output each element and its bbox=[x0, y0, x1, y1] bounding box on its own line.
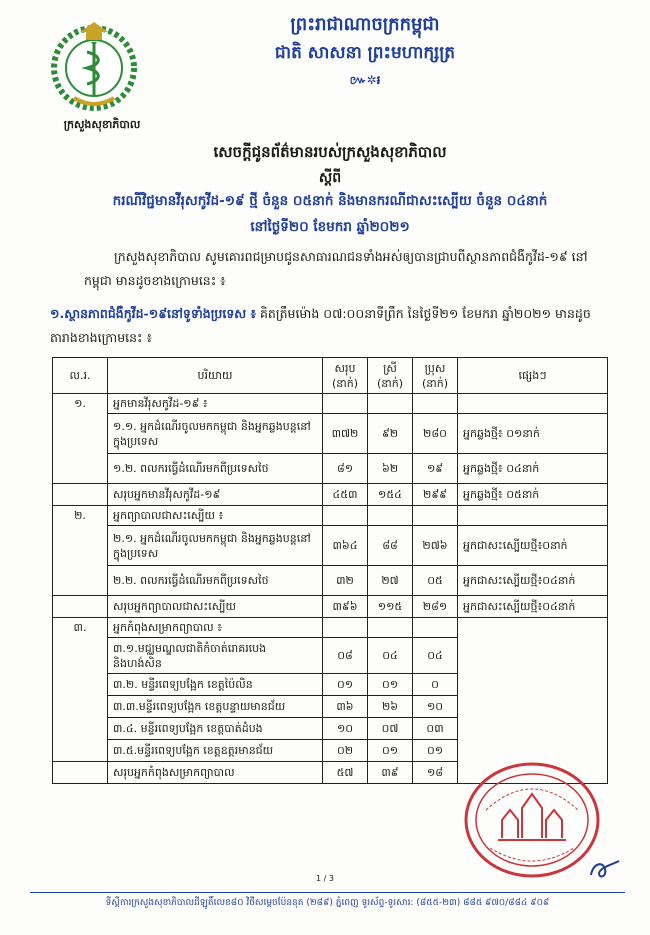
row-female: ០៤ bbox=[368, 638, 413, 674]
covid-statistics-table bbox=[52, 357, 608, 784]
row-description: ៣.២. មន្ទីរពេទ្យបង្អែក ខេត្តប៉ៃលិន bbox=[108, 674, 323, 696]
group3-number: ៣. bbox=[53, 618, 108, 762]
sum-description: សរុបអ្នកកំពុងសម្រាកព្យាបាល bbox=[108, 762, 323, 784]
row-description: ៣.៥.មន្ទីរពេទ្យបង្អែក ខេត្តឧត្តរមានជ័យ bbox=[108, 740, 323, 762]
header-description: បរិយាយ bbox=[108, 358, 323, 394]
row-note: អ្នកឆ្លងថ្មី៖ ០១នាក់ bbox=[458, 414, 608, 454]
row-description: ១.១. អ្នកដំណើរចូលមកកម្ពុជា និងអ្នកឆ្លងបន្តនៅក្នុងប្រទេស bbox=[108, 414, 323, 454]
row-note: អ្នកជាសះស្បើយថ្មី៖០៤នាក់ bbox=[458, 566, 608, 596]
header-female: ស្រី (នាក់) bbox=[368, 358, 413, 394]
row-female: ០១ bbox=[368, 740, 413, 762]
section1-paragraph bbox=[50, 302, 610, 350]
header-no: ល.រ. bbox=[53, 358, 108, 394]
row-male: ១៩ bbox=[413, 454, 458, 484]
row-note: អ្នកជាសះស្បើយថ្មី៖០នាក់ bbox=[458, 526, 608, 566]
row-total: ០២ bbox=[323, 740, 368, 762]
sum-male: ២៩៩ bbox=[413, 484, 458, 506]
row-note: អ្នកឆ្លងថ្មី៖ ០៤នាក់ bbox=[458, 454, 608, 484]
kingdom-title: ព្រះរាជាណាចក្រកម្ពុជា bbox=[290, 14, 440, 35]
row-male: ១០ bbox=[413, 696, 458, 718]
row-total: ៣៦ bbox=[323, 696, 368, 718]
row-total: ០១ bbox=[323, 674, 368, 696]
sum-description: សរុបអ្នកព្យាបាលជាសះស្បើយ bbox=[108, 596, 323, 618]
row-male: ០៣ bbox=[413, 718, 458, 740]
sum-male: ២៨១ bbox=[413, 596, 458, 618]
row-description: ៣.៣.មន្ទីរពេទ្យបង្អែក ខេត្តបន្ទាយមានជ័យ bbox=[108, 696, 323, 718]
document-title: សេចក្តីជូនព័ត៌មានរបស់ក្រសួងសុខាភិបាល bbox=[213, 143, 447, 161]
table-row bbox=[53, 596, 608, 618]
header-total: សរុប (នាក់) bbox=[323, 358, 368, 394]
row-total: ៣៦៤ bbox=[323, 526, 368, 566]
ministry-name: ក្រសួងសុខាភិបាល bbox=[63, 118, 141, 131]
table-row bbox=[53, 394, 608, 414]
section1-heading: ១.ស្ថានភាពជំងឺកូវីដ-១៩នៅទូទាំងប្រទេស ៖ bbox=[50, 306, 256, 321]
ministry-logo-icon bbox=[44, 18, 144, 113]
row-description: ៣.៤. មន្ទីរពេទ្យបង្អែក ខេត្តបាត់ដំបង bbox=[108, 718, 323, 740]
row-female: ២៧ bbox=[368, 566, 413, 596]
document-headline: ករណីវិជ្ជមានវីរុសកូវីដ-១៩ ថ្មី ចំនួន ០៥នាក់ និងមានករណីជាសះស្បើយ ចំនួន ០៤នាក់ bbox=[112, 193, 548, 209]
page-number: 1 / 3 bbox=[316, 874, 334, 883]
sum-description: សរុបអ្នកមានវីរុសកូវីដ-១៩ bbox=[108, 484, 323, 506]
official-seal-stamp-icon bbox=[462, 760, 602, 880]
sum-female: ១១៥ bbox=[368, 596, 413, 618]
table-row bbox=[53, 414, 608, 454]
national-motto: ជាតិ សាសនា ព្រះមហាក្សត្រ bbox=[274, 43, 456, 63]
sum-female: ១៥៤ bbox=[368, 484, 413, 506]
row-total: ៨១ bbox=[323, 454, 368, 484]
table-row bbox=[53, 506, 608, 526]
footer-divider bbox=[30, 892, 625, 893]
table-row bbox=[53, 618, 608, 638]
table-row bbox=[53, 566, 608, 596]
table-header-row bbox=[53, 358, 608, 394]
row-male: ០៤ bbox=[413, 638, 458, 674]
row-male: ០ bbox=[413, 674, 458, 696]
row-female: ០៧ bbox=[368, 718, 413, 740]
row-female: ២៦ bbox=[368, 696, 413, 718]
group2-number: ២. bbox=[53, 506, 108, 596]
row-female: ៨៨ bbox=[368, 526, 413, 566]
row-female: ០១ bbox=[368, 674, 413, 696]
section1-text: គិតត្រឹមម៉ោង ០៧:០០នាទីព្រឹក នៃថ្ងៃទី២១ ខែមករា ឆ្នាំ២០២១ មានដូចតារាងខាងក្រោមនេះ ៖ bbox=[50, 306, 591, 345]
row-male: ០១ bbox=[413, 740, 458, 762]
document-subtitle-regarding: ស្តីពី bbox=[318, 170, 342, 186]
table-row bbox=[53, 454, 608, 484]
sum-note: អ្នកជាសះស្បើយថ្មី៖០៤នាក់ bbox=[458, 596, 608, 618]
row-total: ១០ bbox=[323, 718, 368, 740]
row-male: ២៨០ bbox=[413, 414, 458, 454]
sum-male: ១៨ bbox=[413, 762, 458, 784]
header-ornament: ៚✲៛ bbox=[349, 73, 381, 87]
table-row bbox=[53, 526, 608, 566]
row-total: ៣២ bbox=[323, 566, 368, 596]
row-description: ២.១. អ្នកដំណើរចូលមកកម្ពុជា និងអ្នកឆ្លងបន្តនៅក្នុងប្រទេស bbox=[108, 526, 323, 566]
signature-mark-icon bbox=[585, 855, 625, 883]
group3-title: អ្នកកំពុងសម្រាកព្យាបាល ៖ bbox=[108, 618, 323, 638]
table-row bbox=[53, 484, 608, 506]
group1-number: ១. bbox=[53, 394, 108, 484]
row-description: ៣.១.មជ្ឈមណ្ឌលជាតិកំចាត់រោគរបេង និងហង់សិន bbox=[108, 638, 323, 674]
row-description: ១.២. ពលករធ្វើដំណើរមកពីប្រទេសថៃ bbox=[108, 454, 323, 484]
row-male: ០៥ bbox=[413, 566, 458, 596]
group1-title: អ្នកមានវីរុសកូវីដ-១៩ ៖ bbox=[108, 394, 323, 414]
row-description: ២.២. ពលករធ្វើដំណើរមកពីប្រទេសថៃ bbox=[108, 566, 323, 596]
row-male: ២៧៦ bbox=[413, 526, 458, 566]
row-female: ៩២ bbox=[368, 414, 413, 454]
group2-title: អ្នកព្យាបាលជាសះស្បើយ ៖ bbox=[108, 506, 323, 526]
header-male: ប្រុស (នាក់) bbox=[413, 358, 458, 394]
row-total: ៣៧២ bbox=[323, 414, 368, 454]
header-other: ផ្សេងៗ bbox=[458, 358, 608, 394]
row-female: ៦២ bbox=[368, 454, 413, 484]
intro-paragraph: ក្រសួងសុខាភិបាល សូមគោរពជម្រាបជូនសាធារណជនទាំងអស់ឲ្យបានជ្រាបពីស្ថានភាពជំងឺកូវីដ-១៩ នៅកម្ពុជា មានដូចខាងក្រោមនេះ ៖ bbox=[84, 249, 588, 288]
sum-total: ៣៩៦ bbox=[323, 596, 368, 618]
sum-total: ៥៧ bbox=[323, 762, 368, 784]
document-date: នៅថ្ងៃទី២០ ខែមករា ឆ្នាំ២០២១ bbox=[250, 219, 410, 235]
sum-note: អ្នកឆ្លងថ្មី៖ ០៥នាក់ bbox=[458, 484, 608, 506]
sum-total: ៤៥៣ bbox=[323, 484, 368, 506]
footer-address: ទីស្តីការក្រសួងសុខាភិបាលដីឡូតិ៍លេខ៨០ វិថីសម្តេចប៉ែននុត (២៨៩) ភ្នំពេញ ទូរស័ព្ទ-ទូរសារ: (៨៥៥-២៣) ៨៨៥ ៩៧០/៨៨៤ ៩០៩ bbox=[105, 898, 550, 908]
sum-female: ៣៩ bbox=[368, 762, 413, 784]
row-total: ០៨ bbox=[323, 638, 368, 674]
